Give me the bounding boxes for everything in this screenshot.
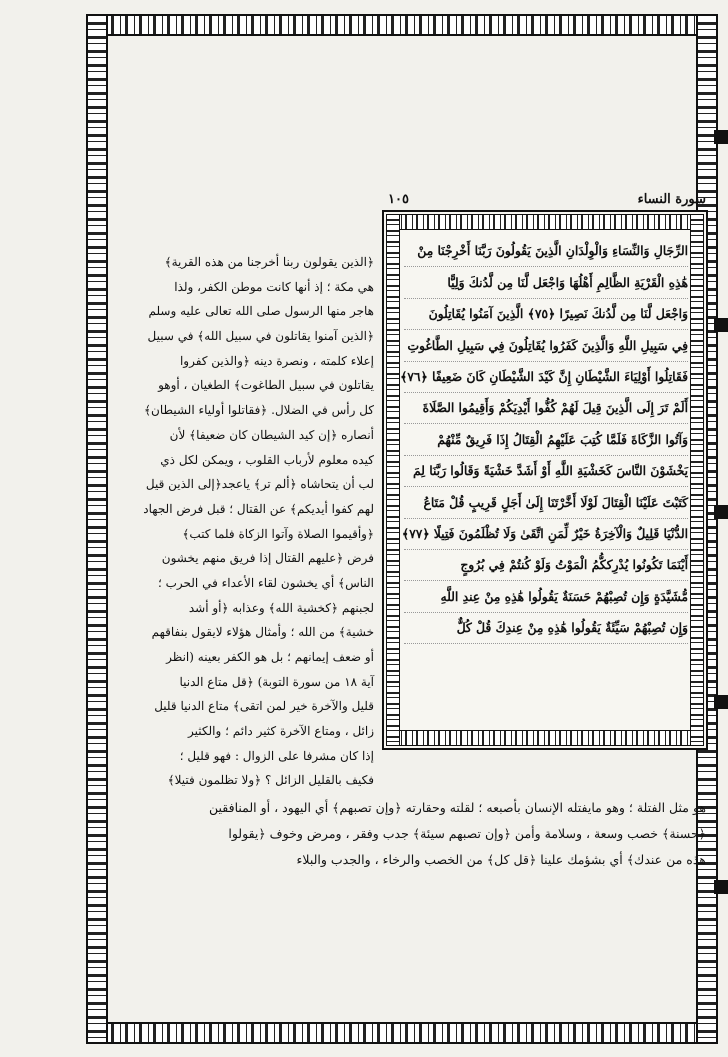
- quran-line: كَتَبْتَ عَلَيْنَا الْقِتَالَ لَوْلَا أَخَّرْتَنَا إِلَىٰ أَجَلٍ قَرِيبٍ قُلْ مَتَاعُ: [404, 487, 688, 518]
- quran-line: فَقَاتِلُوا أَوْلِيَاءَ الشَّيْطَانِ إِنَّ كَيْدَ الشَّيْطَانِ كَانَ ضَعِيفًا ﴿٧٦﴾: [404, 362, 688, 393]
- tafsir-footer: [112, 795, 706, 873]
- quran-text-box: [382, 210, 708, 750]
- quran-line: أَلَمْ تَرَ إِلَى الَّذِينَ قِيلَ لَهُمْ كُفُّوا أَيْدِيَكُمْ وَأَقِيمُوا الصَّلَاةَ: [404, 393, 688, 424]
- tafsir-line: أنصاره ﴿إن كيد الشيطان كان ضعيفا﴾ لأن: [169, 427, 374, 442]
- tafsir-line: ﴿وأقيموا الصلاة وآتوا الزكاة فلما كتب﴾: [182, 526, 374, 541]
- tafsir-line: آية ١٨ من سورة التوبة) ﴿قل متاع الدنيا: [179, 674, 374, 689]
- quran-line: يَخْشَوْنَ النَّاسَ كَخَشْيَةِ اللَّهِ أَوْ أَشَدَّ خَشْيَةً وَقَالُوا رَبَّنَا لِمَ: [404, 456, 688, 487]
- edge-marker: [714, 130, 728, 144]
- quran-line: أَيْنَمَا تَكُونُوا يُدْرِككُّمُ الْمَوْتُ وَلَوْ كُنتُمْ فِي بُرُوجٍ: [404, 550, 688, 581]
- tafsir-line: إذا كان مشرفا على الزوال : فهو قليل ؛: [179, 748, 374, 763]
- quran-line: مُّشَيَّدَةٍ وَإِن تُصِبْهُمْ حَسَنَةٌ يَقُولُوا هَٰذِهِ مِنْ عِندِ اللَّهِ: [404, 581, 688, 612]
- tafsir-line: هي مكة ؛ إذ أنها كانت موطن الكفر، ولذا: [174, 279, 374, 294]
- tafsir-line: الناس﴾ أي يخشون لقاء الأعداء في الحرب ؛: [157, 575, 374, 590]
- edge-marker: [714, 318, 728, 332]
- frame-border-bottom: [86, 1022, 718, 1044]
- edge-marker: [714, 880, 728, 894]
- tafsir-line: قليل والآخرة خير لمن اتقى﴾ متاع الدنيا قليل: [154, 699, 374, 714]
- quran-border-top: [386, 214, 704, 230]
- tafsir-line: كل رأس في الضلال. ﴿فقاتلوا أولياء الشيطان﴾: [144, 403, 374, 418]
- quran-border-bottom: [386, 730, 704, 746]
- tafsir-line: زائل ، ومتاع الآخرة كثير دائم ؛ والكثير: [188, 724, 374, 739]
- edge-marker: [714, 505, 728, 519]
- tafsir-line: لهم كفوا أيديكم﴾ عن القتال ؛ قبل فرض الجهاد: [143, 501, 374, 516]
- quran-line: فِي سَبِيلِ اللَّهِ وَالَّذِينَ كَفَرُوا يُقَاتِلُونَ فِي سَبِيلِ الطَّاغُوتِ: [404, 330, 688, 361]
- tafsir-line: لب أن يتحاشاه ﴿ألم تر﴾ ياعجد﴿إلى الذين قيل: [145, 477, 374, 492]
- tafsir-column: [112, 250, 374, 793]
- tafsir-line: فرض ﴿عليهم القتال إذا فريق منهم يخشون: [161, 551, 374, 566]
- edge-marker: [714, 695, 728, 709]
- page-header: [388, 188, 706, 210]
- tafsir-line: خشية﴾ من الله ؛ وأمثال هؤلاء لايقول بنفاقهم: [151, 625, 374, 640]
- quran-line: وَآتُوا الزَّكَاةَ فَلَمَّا كُتِبَ عَلَيْهِمُ الْقِتَالُ إِذَا فَرِيقٌ مِّنْهُمْ: [404, 424, 688, 455]
- quran-line: وَاجْعَل لَّنَا مِن لَّدُنكَ نَصِيرًا ﴿٧٥﴾ الَّذِينَ آمَنُوا يُقَاتِلُونَ: [404, 299, 688, 330]
- quran-border-right: [690, 214, 704, 746]
- page-number: ١٠٥: [388, 191, 409, 207]
- tafsir-line: أو ضعف إيمانهم ؛ بل هو الكفر بعينه (انظر: [166, 650, 374, 664]
- frame-border-left: [86, 14, 108, 1044]
- tafsir-line: لجبنهم ﴿كخشية الله﴾ وعذابه ﴿أو أشد: [188, 600, 374, 615]
- tafsir-line: ﴿الذين آمنوا يقاتلون في سبيل الله﴾ في سبيل: [147, 329, 374, 344]
- quran-line: الدُّنْيَا قَلِيلٌ وَالْآخِرَةُ خَيْرٌ لِّمَنِ اتَّقَىٰ وَلَا تُظْلَمُونَ فَتِيلًا ﴿٧٧﴾: [404, 519, 688, 550]
- quran-line: هَٰذِهِ الْقَرْيَةِ الظَّالِمِ أَهْلُهَا وَاجْعَل لَّنَا مِن لَّدُنكَ وَلِيًّا: [404, 267, 688, 298]
- tafsir-line: هاجر منها الرسول صلى الله تعالى عليه وسلم: [148, 304, 374, 319]
- tafsir-line: إعلاء كلمته ، ونصرة دينه ﴿والذين كفروا: [179, 353, 374, 368]
- quran-verses: [400, 236, 688, 724]
- tafsir-line: ﴿الذين يقولون ربنا أخرجنا من هذه القرية﴾: [164, 255, 374, 269]
- quran-line: وَإِن تُصِبْهُمْ سَيِّئَةٌ يَقُولُوا هَٰذِهِ مِنْ عِندِكَ قُلْ كُلٌّ: [404, 613, 688, 644]
- quran-border-left: [386, 214, 400, 746]
- tafsir-footer-line: هذه من عندك﴾ أي بشؤمك علينا ﴿قل كل﴾ من الخصب والرخاء ، والجدب والبلاء: [296, 852, 706, 867]
- tafsir-line: فكيف بالقليل الزائل ؟ ﴿ولا تظلمون فتيلا﴾: [167, 773, 374, 788]
- quran-line: الرِّجَالِ وَالنِّسَاءِ وَالْوِلْدَانِ الَّذِينَ يَقُولُونَ رَبَّنَا أَخْرِجْنَا مِنْ: [404, 236, 688, 267]
- tafsir-footer-line: هو مثل الفتلة ؛ وهو مايفتله الإنسان بأصبعه ؛ لقلته وحقارته ﴿وإن تصبهم﴾ أي اليهود ، أو المنافقين: [208, 800, 706, 815]
- tafsir-line: يقاتلون في سبيل الطاغوت﴾ الطغيان ، أوهو: [158, 378, 374, 393]
- frame-border-top: [86, 14, 718, 36]
- surah-name: سورة النساء: [637, 191, 706, 207]
- tafsir-line: كيده معلوم لأرباب القلوب ، ويمكن لكل ذي: [160, 452, 374, 467]
- tafsir-footer-line: ﴿حسنة﴾ خصب وسعة ، وسلامة وأمن ﴿وإن تصبهم سيئة﴾ جدب وفقر ، ومرض وخوف ﴿يقولوا: [228, 826, 706, 841]
